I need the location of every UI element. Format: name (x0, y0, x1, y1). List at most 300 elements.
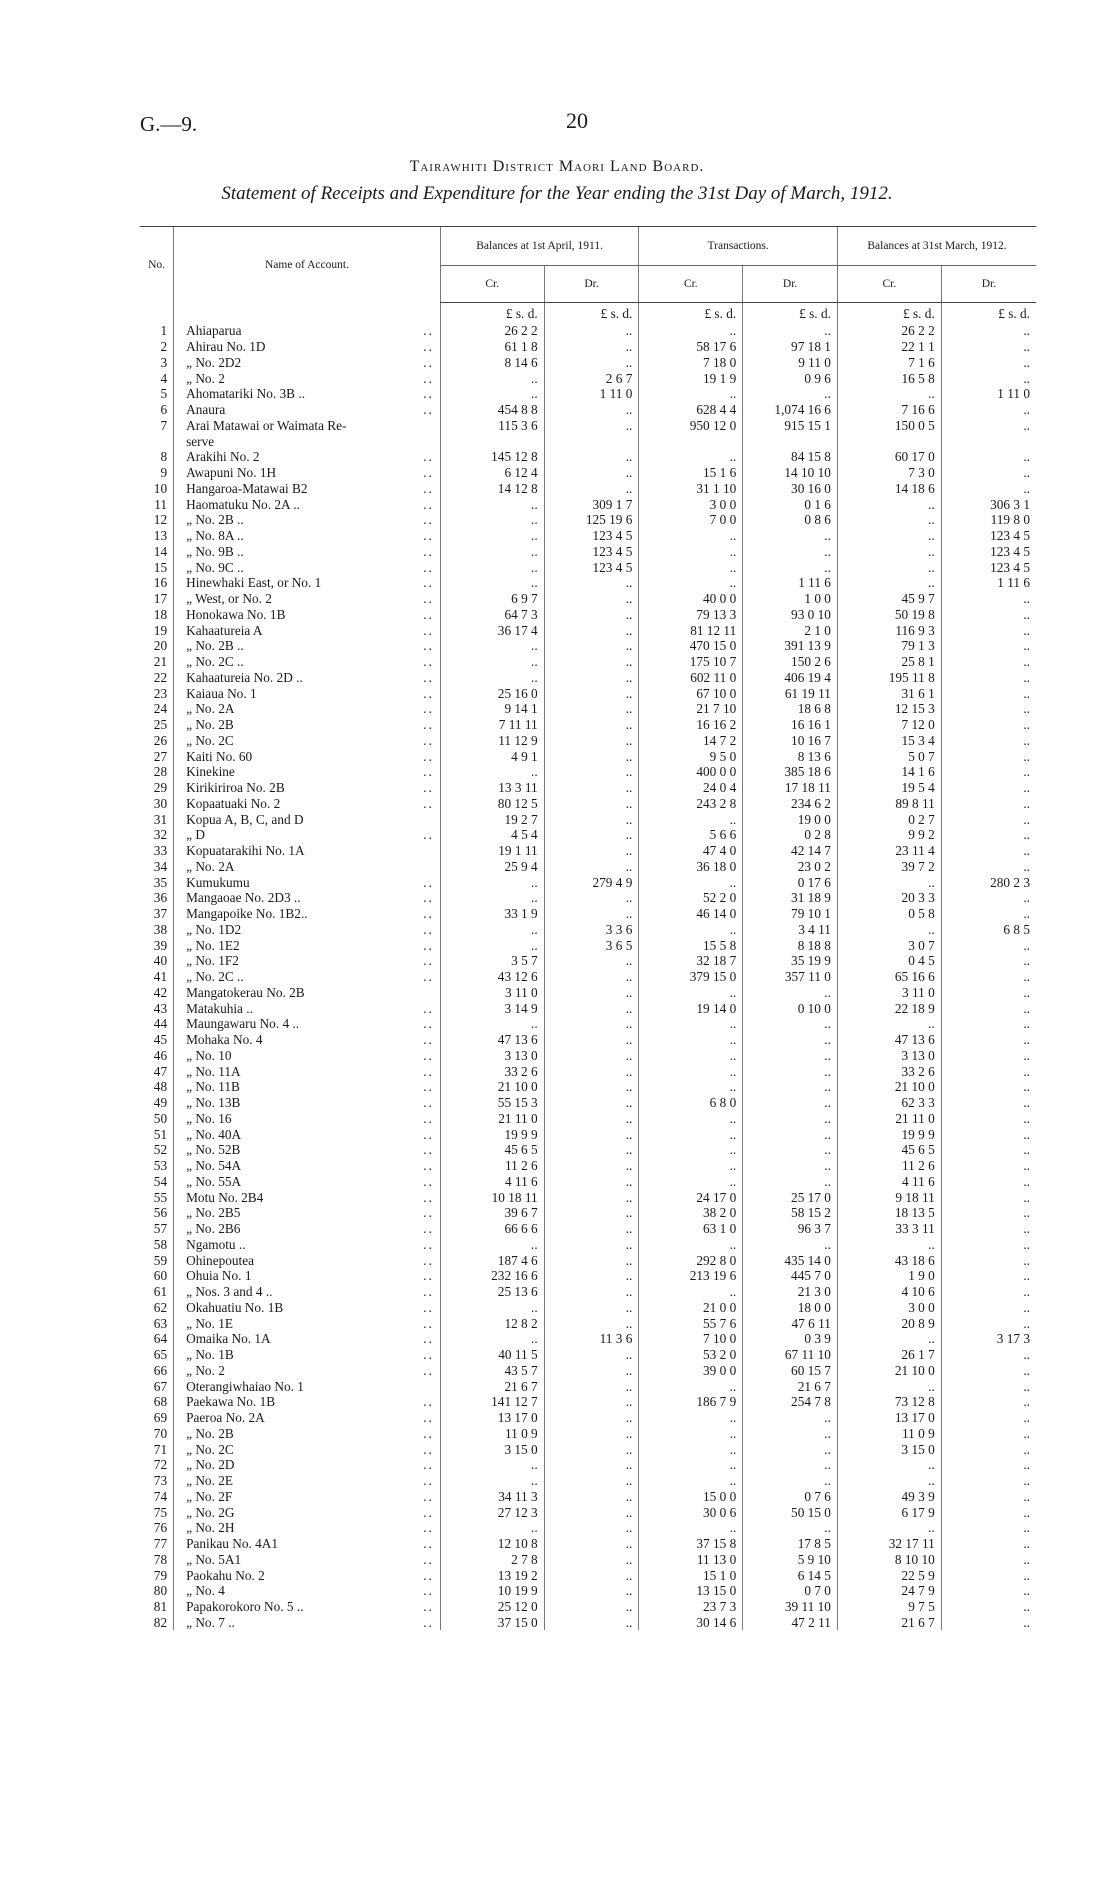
account-name: „ No. 2B (186, 1425, 234, 1441)
leader-dots: .. (423, 1504, 434, 1520)
account-name-cell (174, 1032, 441, 1048)
balance-start-cr: 9 14 1 (440, 701, 544, 717)
balance-end-cr: 89 8 11 (837, 796, 941, 812)
leader-dots: .. (423, 480, 434, 496)
account-name: „ No. 2A (186, 858, 235, 874)
row-number: 45 (153, 1032, 168, 1048)
account-name: Hangaroa-Matawai B2 (186, 480, 308, 496)
balance-start-cr: 34 11 3 (440, 1489, 544, 1505)
table-row (140, 1441, 1036, 1457)
account-name: „ No. 2D (186, 1457, 235, 1473)
balance-start-cr: .. (440, 575, 544, 591)
balance-start-dr: .. (544, 1079, 639, 1095)
account-name-cell (174, 465, 441, 481)
table-row (140, 685, 1036, 701)
transaction-cr: 6 8 0 (639, 1095, 743, 1111)
balance-end-cr: 8 10 10 (837, 1552, 941, 1568)
account-name-cell (174, 1410, 441, 1426)
transaction-cr: 52 2 0 (639, 890, 743, 906)
table-row (140, 796, 1036, 812)
balance-start-cr: 232 16 6 (440, 1268, 544, 1284)
account-name: „ No. 9C .. (186, 559, 244, 575)
balance-start-dr: .. (544, 1174, 639, 1190)
row-number: 11 (154, 496, 168, 512)
balance-end-dr: .. (941, 985, 1036, 1001)
balance-end-cr: 6 17 9 (837, 1504, 941, 1520)
balance-end-cr: 13 17 0 (837, 1410, 941, 1426)
account-name-cell (174, 1142, 441, 1158)
balance-end-dr: .. (941, 890, 1036, 906)
row-number: 17 (153, 591, 168, 607)
account-name-cell (174, 1126, 441, 1142)
account-name: Honokawa No. 1B (186, 606, 286, 622)
transaction-cr: .. (639, 1048, 743, 1064)
account-name-cell (174, 1000, 441, 1016)
balance-end-cr: 22 18 9 (837, 1000, 941, 1016)
balance-end-dr: .. (941, 1268, 1036, 1284)
transaction-dr: 96 3 7 (743, 1221, 838, 1237)
row-number: 81 (153, 1599, 168, 1615)
table-row (140, 1504, 1036, 1520)
row-number: 51 (153, 1126, 168, 1142)
balance-end-cr: 7 1 6 (837, 355, 941, 371)
transaction-dr: 30 16 0 (743, 481, 838, 497)
balance-start-dr: .. (544, 906, 639, 922)
balance-end-dr: .. (941, 827, 1036, 843)
transaction-cr: .. (639, 1473, 743, 1489)
account-name-cell (174, 1331, 441, 1347)
account-name-cell (174, 937, 441, 953)
balance-end-cr: 9 18 11 (837, 1189, 941, 1205)
balance-end-dr: .. (941, 733, 1036, 749)
balance-end-cr: 39 7 2 (837, 859, 941, 875)
account-name: „ No. 1F2 (186, 953, 239, 969)
leader-dots: .. (423, 827, 434, 843)
transaction-dr: 0 10 0 (743, 1000, 838, 1016)
balance-start-cr: 33 2 6 (440, 1063, 544, 1079)
account-name-cell (174, 481, 441, 497)
leader-dots: .. (423, 339, 434, 355)
account-name-cell (174, 1583, 441, 1599)
balance-end-dr: .. (941, 1583, 1036, 1599)
transaction-cr: 47 4 0 (639, 843, 743, 859)
account-name-cell (174, 1552, 441, 1568)
transaction-dr (743, 433, 838, 449)
row-number: 26 (153, 732, 168, 748)
balance-end-dr: .. (941, 796, 1036, 812)
balance-start-cr: 14 12 8 (440, 481, 544, 497)
account-name-cell (174, 1016, 441, 1032)
transaction-dr: 19 0 0 (743, 811, 838, 827)
row-number: 66 (153, 1362, 168, 1378)
account-name: „ No. 2G (186, 1504, 235, 1520)
balance-start-dr: 123 4 5 (544, 544, 639, 560)
row-number: 82 (153, 1614, 168, 1630)
transaction-cr: .. (639, 1142, 743, 1158)
transaction-dr: 0 8 6 (743, 512, 838, 528)
balance-end-dr: .. (941, 1016, 1036, 1032)
transaction-dr: 1,074 16 6 (743, 402, 838, 418)
balance-end-dr: .. (941, 1063, 1036, 1079)
balance-start-cr: 19 9 9 (440, 1126, 544, 1142)
account-name: Maungawaru No. 4 .. (186, 1016, 300, 1032)
balance-start-dr: .. (544, 1441, 639, 1457)
transaction-dr: 18 6 8 (743, 701, 838, 717)
row-number: 59 (153, 1252, 168, 1268)
row-number: 64 (153, 1331, 168, 1347)
leader-dots: .. (423, 1299, 434, 1315)
balance-end-dr: .. (941, 1441, 1036, 1457)
row-number: 61 (153, 1284, 168, 1300)
row-number: 67 (153, 1378, 168, 1394)
sub-header-dr: Dr. (743, 266, 838, 303)
balance-end-dr: .. (941, 780, 1036, 796)
balance-end-cr: 7 16 6 (837, 402, 941, 418)
transaction-cr: 39 0 0 (639, 1363, 743, 1379)
table-row (140, 496, 1036, 512)
transaction-dr: 21 3 0 (743, 1284, 838, 1300)
table-row (140, 638, 1036, 654)
row-number: 56 (153, 1205, 168, 1221)
table-row (140, 370, 1036, 386)
row-number: 47 (153, 1063, 168, 1079)
balance-end-cr: 23 11 4 (837, 843, 941, 859)
header-code: G.—9. (140, 112, 198, 136)
leader-dots: .. (423, 1567, 434, 1583)
account-name-cell (174, 1426, 441, 1442)
account-name-cell (174, 638, 441, 654)
balance-end-dr: .. (941, 418, 1036, 434)
balance-start-dr: .. (544, 1048, 639, 1064)
transaction-dr: 0 9 6 (743, 370, 838, 386)
transaction-cr: 21 0 0 (639, 1300, 743, 1316)
leader-dots: .. (423, 1173, 434, 1189)
balance-start-dr: .. (544, 1142, 639, 1158)
account-name: Papakorokoro No. 5 .. (186, 1599, 304, 1615)
transaction-cr: 7 18 0 (639, 355, 743, 371)
account-name: Ohuia No. 1 (186, 1268, 252, 1284)
transaction-cr: 14 7 2 (639, 733, 743, 749)
transaction-dr: 97 18 1 (743, 339, 838, 355)
transaction-cr: 38 2 0 (639, 1205, 743, 1221)
balance-start-cr: 33 1 9 (440, 906, 544, 922)
balance-end-dr: .. (941, 969, 1036, 985)
col-header-name: Name of Account. (174, 227, 441, 303)
transaction-dr: 8 18 8 (743, 937, 838, 953)
balance-start-cr: 21 10 0 (440, 1079, 544, 1095)
transaction-dr: .. (743, 1111, 838, 1127)
balance-end-dr: .. (941, 1126, 1036, 1142)
balance-start-dr: .. (544, 1520, 639, 1536)
balance-start-dr: .. (544, 1205, 639, 1221)
balance-end-cr: 3 11 0 (837, 985, 941, 1001)
account-name: Kaiaua No. 1 (186, 685, 257, 701)
table-row (140, 512, 1036, 528)
table-row (140, 748, 1036, 764)
balance-end-cr: 26 2 2 (837, 323, 941, 339)
balance-end-dr: .. (941, 654, 1036, 670)
balance-end-cr: 19 9 9 (837, 1126, 941, 1142)
balance-start-dr: .. (544, 1489, 639, 1505)
balance-end-cr: 31 6 1 (837, 685, 941, 701)
accounts-table (140, 226, 1036, 1630)
transaction-cr: .. (639, 323, 743, 339)
balance-start-cr: .. (440, 528, 544, 544)
balance-end-cr: 11 0 9 (837, 1426, 941, 1442)
leader-dots: .. (423, 1063, 434, 1079)
leader-dots: .. (423, 701, 434, 717)
account-name-cell (174, 1268, 441, 1284)
leader-dots: .. (423, 606, 434, 622)
transaction-cr: 11 13 0 (639, 1552, 743, 1568)
balance-end-dr: .. (941, 1048, 1036, 1064)
account-name-cell (174, 339, 441, 355)
row-number: 34 (153, 858, 168, 874)
leader-dots: .. (423, 1095, 434, 1111)
balance-start-cr: .. (440, 1331, 544, 1347)
table-row (140, 544, 1036, 560)
transaction-cr: 46 14 0 (639, 906, 743, 922)
table-row (140, 591, 1036, 607)
account-name-cell (174, 969, 441, 985)
account-name: Kahaatureia No. 2D .. (186, 669, 303, 685)
balance-start-dr: .. (544, 1347, 639, 1363)
account-name-cell (174, 512, 441, 528)
leader-dots: .. (423, 512, 434, 528)
transaction-dr: 435 14 0 (743, 1252, 838, 1268)
leader-dots: .. (423, 748, 434, 764)
transaction-cr: 19 1 9 (639, 370, 743, 386)
account-name: Ngamotu .. (186, 1236, 246, 1252)
balance-end-cr: 3 13 0 (837, 1048, 941, 1064)
account-name: „ No. 1B (186, 1347, 234, 1363)
unit-label: £ s. d. (743, 303, 838, 324)
transaction-cr: 7 0 0 (639, 512, 743, 528)
balance-end-cr: 9 9 2 (837, 827, 941, 843)
account-name-cell (174, 1174, 441, 1190)
transaction-dr: 39 11 10 (743, 1599, 838, 1615)
transaction-cr: .. (639, 985, 743, 1001)
leader-dots: .. (423, 370, 434, 386)
row-number: 35 (153, 874, 168, 890)
account-name-cell (174, 591, 441, 607)
account-name: „ No. 2E (186, 1473, 233, 1489)
transaction-cr: 175 10 7 (639, 654, 743, 670)
leader-dots: .. (423, 1362, 434, 1378)
account-name-cell (174, 449, 441, 465)
transaction-cr: 379 15 0 (639, 969, 743, 985)
account-name-cell (174, 1063, 441, 1079)
balance-start-dr: .. (544, 748, 639, 764)
table-row (140, 1615, 1036, 1631)
balance-start-dr: .. (544, 607, 639, 623)
transaction-cr: .. (639, 1410, 743, 1426)
row-number: 18 (153, 606, 168, 622)
account-name: Haomatuku No. 2A .. (186, 496, 300, 512)
balance-start-cr: 10 18 11 (440, 1189, 544, 1205)
account-name-cell (174, 575, 441, 591)
transaction-dr: 25 17 0 (743, 1189, 838, 1205)
balance-end-cr: .. (837, 386, 941, 402)
balance-end-cr: 22 1 1 (837, 339, 941, 355)
transaction-dr: 50 15 0 (743, 1504, 838, 1520)
balance-end-dr: .. (941, 1599, 1036, 1615)
account-name-cell (174, 890, 441, 906)
balance-start-cr: 27 12 3 (440, 1504, 544, 1520)
transaction-dr: 23 0 2 (743, 859, 838, 875)
row-number: 30 (153, 795, 168, 811)
balance-start-cr: .. (440, 654, 544, 670)
transaction-dr: .. (743, 1016, 838, 1032)
table-row (140, 339, 1036, 355)
balance-end-cr: 43 18 6 (837, 1252, 941, 1268)
row-number: 28 (153, 764, 168, 780)
leader-dots: .. (423, 1110, 434, 1126)
account-name: „ No. 52B (186, 1142, 241, 1158)
balance-end-dr: .. (941, 1237, 1036, 1253)
account-name-cell (174, 1079, 441, 1095)
transaction-dr: 31 18 9 (743, 890, 838, 906)
table-row (140, 1205, 1036, 1221)
account-name: „ No. 2C .. (186, 969, 244, 985)
balance-start-cr: 10 19 9 (440, 1583, 544, 1599)
balance-start-cr: 3 14 9 (440, 1000, 544, 1016)
transaction-cr: 31 1 10 (639, 481, 743, 497)
account-name: Paokahu No. 2 (186, 1567, 265, 1583)
balance-start-dr: .. (544, 1284, 639, 1300)
leader-dots: .. (423, 732, 434, 748)
transaction-cr: 186 7 9 (639, 1394, 743, 1410)
balance-start-cr: 141 12 7 (440, 1394, 544, 1410)
account-name-cell (174, 796, 441, 812)
balance-end-dr: .. (941, 481, 1036, 497)
balance-end-cr: 49 3 9 (837, 1489, 941, 1505)
leader-dots: .. (423, 1583, 434, 1599)
account-name: Kahaatureia A (186, 622, 263, 638)
balance-end-dr: .. (941, 339, 1036, 355)
transaction-cr: 243 2 8 (639, 796, 743, 812)
table-row (140, 1063, 1036, 1079)
transaction-cr: 7 10 0 (639, 1331, 743, 1347)
row-number: 13 (153, 528, 168, 544)
account-name-cell (174, 559, 441, 575)
account-name: „ No. 9B .. (186, 543, 244, 559)
account-name-cell (174, 780, 441, 796)
table-row (140, 1284, 1036, 1300)
table-row (140, 1268, 1036, 1284)
balance-end-dr: .. (941, 1142, 1036, 1158)
balance-start-dr: .. (544, 1016, 639, 1032)
account-name: Kaiti No. 60 (186, 748, 253, 764)
balance-start-dr: .. (544, 1394, 639, 1410)
balance-start-cr: .. (440, 386, 544, 402)
table-row (140, 1095, 1036, 1111)
balance-start-dr: .. (544, 638, 639, 654)
table-row (140, 1457, 1036, 1473)
sub-header-cr: Cr. (440, 266, 544, 303)
unit-label: £ s. d. (941, 303, 1036, 324)
transaction-dr: .. (743, 1426, 838, 1442)
transaction-cr: 81 12 11 (639, 622, 743, 638)
balance-end-dr: .. (941, 764, 1036, 780)
balance-start-dr: 3 6 5 (544, 937, 639, 953)
transaction-dr: 391 13 9 (743, 638, 838, 654)
balance-start-cr: 26 2 2 (440, 323, 544, 339)
leader-dots: .. (423, 1079, 434, 1095)
balance-start-dr: .. (544, 355, 639, 371)
balance-start-cr: 39 6 7 (440, 1205, 544, 1221)
account-name: „ No. 1D2 (186, 921, 242, 937)
balance-start-cr: 43 5 7 (440, 1363, 544, 1379)
account-name: „ No. 7 .. (186, 1614, 235, 1630)
table-row (140, 1174, 1036, 1190)
balance-end-cr: 32 17 11 (837, 1536, 941, 1552)
balance-end-cr: .. (837, 1331, 941, 1347)
account-name: „ No. 1E (186, 1315, 233, 1331)
table-row (140, 1111, 1036, 1127)
account-name-cell (174, 323, 441, 339)
balance-end-dr: .. (941, 465, 1036, 481)
row-number: 52 (153, 1142, 168, 1158)
leader-dots: .. (423, 874, 434, 890)
balance-start-dr: .. (544, 717, 639, 733)
transaction-cr: 63 1 0 (639, 1221, 743, 1237)
table-row (140, 1489, 1036, 1505)
balance-end-dr (941, 433, 1036, 449)
account-name-cell (174, 1441, 441, 1457)
balance-start-cr: 11 2 6 (440, 1158, 544, 1174)
row-number: 16 (153, 575, 168, 591)
balance-end-cr: 73 12 8 (837, 1394, 941, 1410)
transaction-dr: .. (743, 985, 838, 1001)
sub-header-dr: Dr. (941, 266, 1036, 303)
account-name-cell (174, 528, 441, 544)
account-name-cell (174, 418, 441, 434)
balance-end-cr: 14 18 6 (837, 481, 941, 497)
balance-start-dr: .. (544, 701, 639, 717)
account-name: „ D (186, 827, 205, 843)
balance-start-dr: .. (544, 985, 639, 1001)
transaction-cr: 15 1 6 (639, 465, 743, 481)
table-row (140, 1048, 1036, 1064)
row-number (140, 433, 174, 449)
row-number: 60 (153, 1268, 168, 1284)
balance-start-dr: 123 4 5 (544, 528, 639, 544)
account-name-cell (174, 1189, 441, 1205)
row-number: 4 (160, 370, 168, 386)
transaction-dr: .. (743, 386, 838, 402)
balance-end-cr: 195 11 8 (837, 670, 941, 686)
row-number: 3 (160, 354, 168, 370)
transaction-dr: 6 14 5 (743, 1567, 838, 1583)
transaction-dr: 1 0 0 (743, 591, 838, 607)
account-name: Kopuatarakihi No. 1A (186, 843, 305, 859)
transaction-cr: .. (639, 1079, 743, 1095)
balance-end-dr: .. (941, 323, 1036, 339)
balance-end-cr: 21 6 7 (837, 1615, 941, 1631)
balance-start-cr: 8 14 6 (440, 355, 544, 371)
account-name: „ No. 2C (186, 1441, 234, 1457)
account-name: Kumukumu (186, 874, 250, 890)
transaction-dr: 84 15 8 (743, 449, 838, 465)
balance-end-dr: .. (941, 1079, 1036, 1095)
balance-end-cr: 150 0 5 (837, 418, 941, 434)
transaction-cr: 40 0 0 (639, 591, 743, 607)
balance-end-cr: .. (837, 1520, 941, 1536)
table-row (140, 1583, 1036, 1599)
account-name-cell (174, 370, 441, 386)
group-header-balances-end: Balances at 31st March, 1912. (837, 227, 1036, 266)
